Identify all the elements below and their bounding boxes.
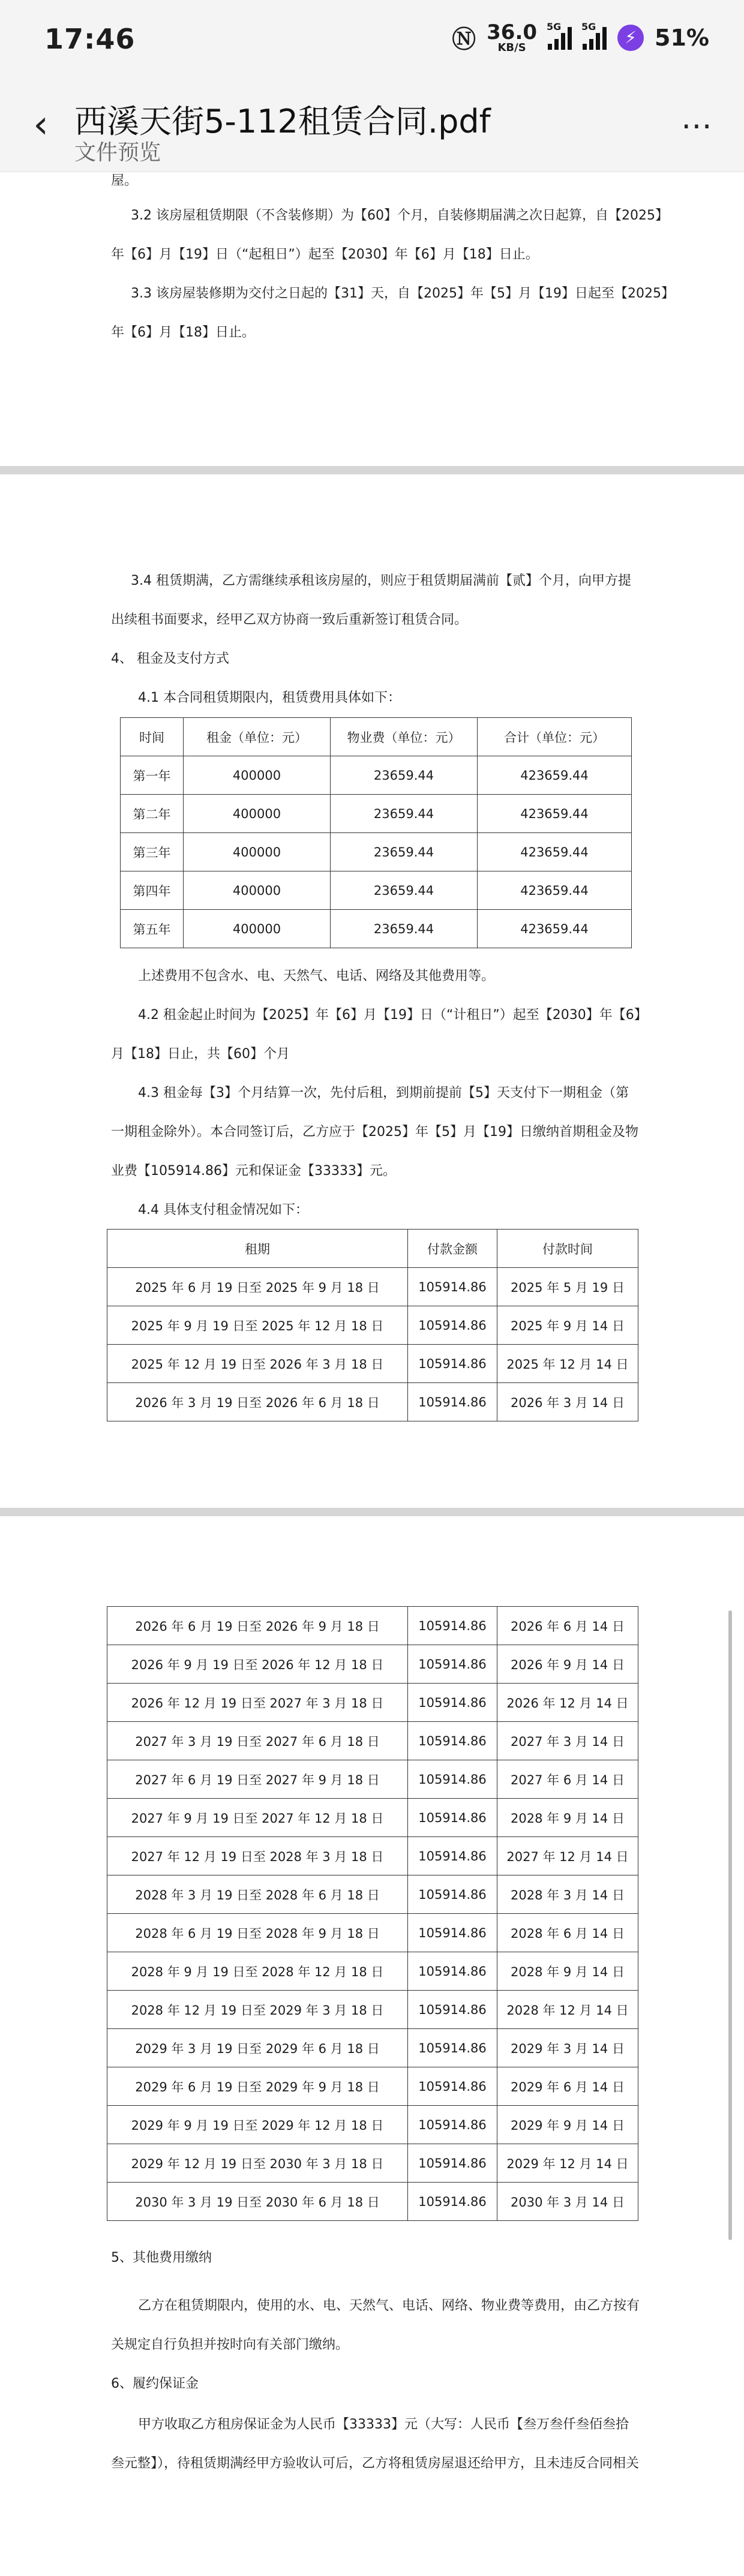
file-subtitle: 文件预览 [74, 140, 161, 165]
section-heading: 5、其他费用缴纳 [111, 2250, 212, 2265]
paragraph-line: 乙方在租赁期限内，使用的水、电、天然气、电话、网络、物业费等费用，由乙方按有 [138, 2298, 640, 2313]
table-row [107, 1722, 638, 1760]
paragraph-line: 3.4 租赁期满，乙方需继续承租该房屋的，则应于租赁期届满前【贰】个月，向甲方提 [131, 573, 631, 588]
table-cell: 400000 [184, 833, 331, 871]
table-cell: 105914.86 [408, 2067, 497, 2106]
table-cell: 2028 年 6 月 19 日至 2028 年 9 月 18 日 [107, 1914, 408, 1952]
table-cell: 105914.86 [408, 1383, 497, 1421]
paragraph-line: 4.3 租金每【3】个月结算一次，先付后租，到期前提前【5】天支付下一期租金（第 [138, 1086, 629, 1101]
table-cell: 2028 年 12 月 19 日至 2029 年 3 月 18 日 [107, 1991, 408, 2029]
table-cell: 105914.86 [408, 1345, 497, 1383]
table-row [107, 1914, 638, 1952]
table-cell: 2026 年 6 月 14 日 [497, 1607, 638, 1645]
table-cell: 2025 年 12 月 19 日至 2026 年 3 月 18 日 [107, 1345, 408, 1383]
table-cell: 423659.44 [478, 756, 632, 795]
table-cell: 2025 年 6 月 19 日至 2025 年 9 月 18 日 [107, 1268, 408, 1306]
table-header: 物业费（单位：元） [331, 718, 478, 756]
scrollbar-thumb[interactable] [728, 1610, 732, 2240]
table-cell: 105914.86 [408, 1837, 497, 1875]
app-bar [0, 90, 744, 172]
table-cell: 2026 年 3 月 19 日至 2026 年 6 月 18 日 [107, 1383, 408, 1421]
table-row [121, 833, 632, 871]
table-cell: 2026 年 12 月 14 日 [497, 1684, 638, 1722]
table-row [121, 756, 632, 795]
table-row [107, 2067, 638, 2106]
table-cell: 2025 年 12 月 14 日 [497, 1345, 638, 1383]
paragraph-line: 年【6】月【19】日（“起租日”）起至【2030】年【6】月【18】日止。 [111, 247, 539, 262]
table-cell: 第四年 [121, 871, 184, 910]
table-row [107, 2106, 638, 2144]
table-row [121, 910, 632, 948]
table-cell: 2030 年 3 月 19 日至 2030 年 6 月 18 日 [107, 2183, 408, 2221]
table-header: 租金（单位：元） [184, 718, 331, 756]
table-cell: 2028 年 9 月 14 日 [497, 1952, 638, 1991]
table-cell: 105914.86 [408, 1722, 497, 1760]
table-cell: 2028 年 9 月 19 日至 2028 年 12 月 18 日 [107, 1952, 408, 1991]
table-cell: 2029 年 3 月 14 日 [497, 2029, 638, 2067]
file-title: 西溪天街5-112租赁合同.pdf [74, 103, 491, 140]
table-cell: 400000 [184, 795, 331, 833]
table-cell: 400000 [184, 910, 331, 948]
table-cell: 2029 年 6 月 19 日至 2029 年 9 月 18 日 [107, 2067, 408, 2106]
section-heading: 6、履约保证金 [111, 2376, 199, 2391]
table-cell: 423659.44 [478, 795, 632, 833]
table-cell: 423659.44 [478, 910, 632, 948]
battery-percent: 51% [655, 24, 709, 51]
table-cell: 105914.86 [408, 1952, 497, 1991]
paragraph-line: 4.1 本合同租赁期限内，租赁费用具体如下： [138, 690, 401, 705]
table-cell: 2026 年 3 月 14 日 [497, 1383, 638, 1421]
table-cell: 2027 年 6 月 19 日至 2027 年 9 月 18 日 [107, 1760, 408, 1799]
signal-icon-1: 5G [548, 26, 572, 50]
table-cell: 105914.86 [408, 2183, 497, 2221]
table-row [107, 2183, 638, 2221]
table-header-row [121, 718, 632, 756]
table-row [107, 1875, 638, 1914]
paragraph-line: 业费【105914.86】元和保证金【33333】元。 [111, 1164, 396, 1179]
table-cell: 105914.86 [408, 1799, 497, 1837]
table-cell: 23659.44 [331, 795, 478, 833]
table-cell: 423659.44 [478, 871, 632, 910]
table-cell: 423659.44 [478, 833, 632, 871]
table-header: 租期 [107, 1230, 408, 1268]
table-cell: 2029 年 6 月 14 日 [497, 2067, 638, 2106]
table-cell: 2026 年 9 月 14 日 [497, 1645, 638, 1684]
table-row [107, 2029, 638, 2067]
table-cell: 2029 年 3 月 19 日至 2029 年 6 月 18 日 [107, 2029, 408, 2067]
nfc-icon: Ⓝ [452, 26, 476, 53]
table-cell: 2028 年 9 月 14 日 [497, 1799, 638, 1837]
table-cell: 105914.86 [408, 1991, 497, 2029]
table-cell: 2027 年 6 月 14 日 [497, 1760, 638, 1799]
page-separator [0, 1508, 744, 1516]
table-cell: 2027 年 12 月 14 日 [497, 1837, 638, 1875]
payment-table [107, 1229, 638, 1421]
table-cell: 2027 年 12 月 19 日至 2028 年 3 月 18 日 [107, 1837, 408, 1875]
table-row [121, 871, 632, 910]
table-cell: 2028 年 6 月 14 日 [497, 1914, 638, 1952]
page-separator [0, 466, 744, 474]
table-row [107, 1684, 638, 1722]
table-row [121, 795, 632, 833]
paragraph-line: 上述费用不包含水、电、天然气、电话、网络及其他费用等。 [138, 969, 495, 984]
table-row [107, 1306, 638, 1345]
table-header-row [107, 1230, 638, 1268]
paragraph-line: 出续租书面要求，经甲乙双方协商一致后重新签订租赁合同。 [111, 612, 468, 627]
table-header: 付款金额 [408, 1230, 497, 1268]
table-cell: 第五年 [121, 910, 184, 948]
battery-charging-icon: ⚡ [617, 25, 644, 51]
table-cell: 105914.86 [408, 1607, 497, 1645]
table-cell: 105914.86 [408, 1268, 497, 1306]
table-cell: 400000 [184, 756, 331, 795]
paragraph-line: 屋。 [111, 173, 138, 188]
table-row [107, 1760, 638, 1799]
table-cell: 105914.86 [408, 1645, 497, 1684]
pdf-page-3 [0, 1516, 744, 2576]
table-cell: 2025 年 9 月 14 日 [497, 1306, 638, 1345]
table-cell: 2027 年 3 月 19 日至 2027 年 6 月 18 日 [107, 1722, 408, 1760]
table-cell: 2026 年 12 月 19 日至 2027 年 3 月 18 日 [107, 1684, 408, 1722]
table-cell: 105914.86 [408, 2144, 497, 2183]
table-cell: 105914.86 [408, 1684, 497, 1722]
table-cell: 23659.44 [331, 756, 478, 795]
paragraph-line: 关规定自行负担并按时向有关部门缴纳。 [111, 2337, 349, 2352]
signal-icon-2: 5G [583, 26, 607, 50]
table-header: 付款时间 [497, 1230, 638, 1268]
table-cell: 第一年 [121, 756, 184, 795]
table-cell: 第二年 [121, 795, 184, 833]
pdf-page-2 [0, 474, 744, 1508]
paragraph-line: 年【6】月【18】日止。 [111, 325, 255, 340]
paragraph-line: 月【18】日止，共【60】个月 [111, 1047, 290, 1062]
paragraph-line: 叁元整】），待租赁期满经甲方验收认可后，乙方将租赁房屋退还给甲方，且未违反合同相关 [111, 2456, 640, 2471]
table-row [107, 1607, 638, 1645]
paragraph-line: 4.2 租金起止时间为【2025】年【6】月【19】日（“计租日”）起至【2030】年【6】 [138, 1008, 647, 1023]
table-cell: 105914.86 [408, 1914, 497, 1952]
paragraph-line: 3.2 该房屋租赁期限（不含装修期）为【60】个月，自装修期届满之次日起算，自【2025】 [131, 208, 668, 223]
table-row [107, 1345, 638, 1383]
payment-table-continued [107, 1606, 638, 2221]
table-header: 时间 [121, 718, 184, 756]
table-cell: 2028 年 12 月 14 日 [497, 1991, 638, 2029]
table-cell: 400000 [184, 871, 331, 910]
table-cell: 105914.86 [408, 1306, 497, 1345]
table-cell: 第三年 [121, 833, 184, 871]
status-time: 17:46 [44, 23, 136, 55]
pdf-page-1 [0, 172, 744, 466]
status-icons [452, 20, 709, 55]
table-cell: 23659.44 [331, 833, 478, 871]
table-cell: 2027 年 9 月 19 日至 2027 年 12 月 18 日 [107, 1799, 408, 1837]
table-row [107, 2144, 638, 2183]
more-options-icon[interactable]: ⋯ [681, 108, 714, 144]
table-cell: 2026 年 6 月 19 日至 2026 年 9 月 18 日 [107, 1607, 408, 1645]
section-heading: 4、 租金及支付方式 [111, 651, 229, 666]
table-row [107, 1268, 638, 1306]
table-cell: 2029 年 12 月 19 日至 2030 年 3 月 18 日 [107, 2144, 408, 2183]
table-cell: 2030 年 3 月 14 日 [497, 2183, 638, 2221]
table-cell: 23659.44 [331, 871, 478, 910]
table-row [107, 1383, 638, 1421]
table-cell: 105914.86 [408, 1760, 497, 1799]
table-header: 合计（单位：元） [478, 718, 632, 756]
paragraph-line: 一期租金除外）。本合同签订后，乙方应于【2025】年【5】月【19】日缴纳首期租金及物 [111, 1125, 638, 1140]
paragraph-line: 3.3 该房屋装修期为交付之日起的【31】天，自【2025】年【5】月【19】日起至【2025】 [131, 286, 674, 301]
table-cell: 2025 年 5 月 19 日 [497, 1268, 638, 1306]
table-cell: 105914.86 [408, 2029, 497, 2067]
back-arrow-icon[interactable]: ‹ [33, 103, 49, 147]
status-bar [0, 0, 744, 90]
table-row [107, 1645, 638, 1684]
table-cell: 2029 年 12 月 14 日 [497, 2144, 638, 2183]
table-cell: 2029 年 9 月 14 日 [497, 2106, 638, 2144]
table-cell: 105914.86 [408, 1875, 497, 1914]
fee-table [120, 717, 632, 948]
table-cell: 2027 年 3 月 14 日 [497, 1722, 638, 1760]
paragraph-line: 4.4 具体支付租金情况如下： [138, 1203, 308, 1218]
table-cell: 2026 年 9 月 19 日至 2026 年 12 月 18 日 [107, 1645, 408, 1684]
table-row [107, 1837, 638, 1875]
table-cell: 105914.86 [408, 2106, 497, 2144]
table-cell: 2025 年 9 月 19 日至 2025 年 12 月 18 日 [107, 1306, 408, 1345]
table-row [107, 1799, 638, 1837]
table-row [107, 1952, 638, 1991]
table-cell: 2028 年 3 月 19 日至 2028 年 6 月 18 日 [107, 1875, 408, 1914]
network-speed: 36.0 KB/S [487, 20, 538, 54]
table-cell: 2028 年 3 月 14 日 [497, 1875, 638, 1914]
table-cell: 2029 年 9 月 19 日至 2029 年 12 月 18 日 [107, 2106, 408, 2144]
table-cell: 23659.44 [331, 910, 478, 948]
paragraph-line: 甲方收取乙方租房保证金为人民币【33333】元（大写：人民币【叁万叁仟叁佰叁拾 [138, 2417, 629, 2432]
table-row [107, 1991, 638, 2029]
